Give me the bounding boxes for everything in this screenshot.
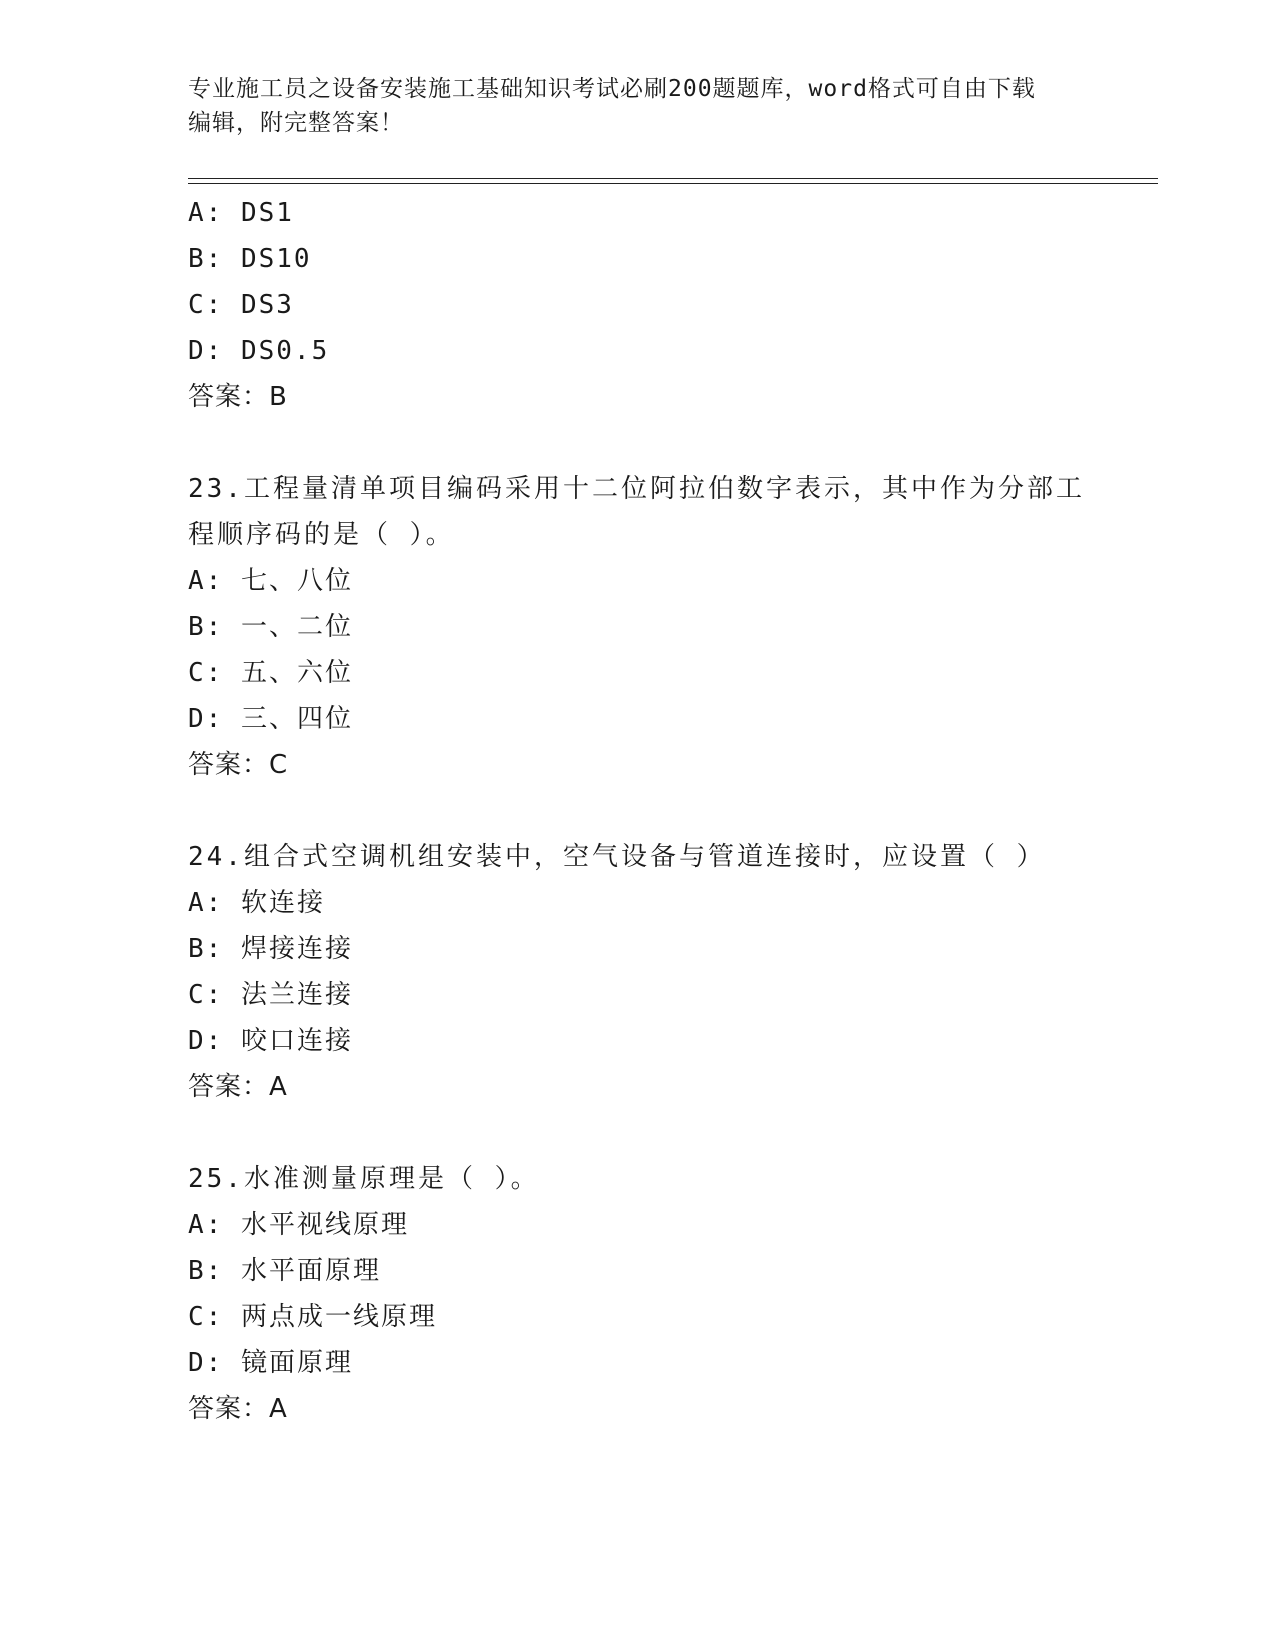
option-b: B: 焊接连接 [188, 934, 353, 964]
option-c: C: 法兰连接 [188, 980, 353, 1010]
spacer [188, 420, 1108, 466]
option-d: D: 三、四位 [188, 704, 353, 734]
question-stem-line-1: 25.水准测量原理是（ ）。 [188, 1164, 540, 1194]
question-block-24 [188, 834, 1108, 1110]
option-d: D: DS0.5 [188, 336, 330, 366]
question-block-23 [188, 466, 1108, 788]
option-c: C: DS3 [188, 290, 294, 320]
option-b: B: 一、二位 [188, 612, 353, 642]
question-block-25 [188, 1156, 1108, 1432]
header-line-2: 编辑，附完整答案！ [188, 110, 404, 136]
question-block-22 [188, 190, 1108, 420]
option-a: A: 水平视线原理 [188, 1210, 409, 1240]
option-a: A: DS1 [188, 198, 294, 228]
option-a: A: 软连接 [188, 888, 325, 918]
header-divider-top [188, 178, 1158, 179]
document-header [188, 72, 1108, 140]
answer-line: 答案：A [188, 1394, 288, 1424]
option-d: D: 咬口连接 [188, 1026, 353, 1056]
option-d: D: 镜面原理 [188, 1348, 353, 1378]
spacer [188, 788, 1108, 834]
header-line-1: 专业施工员之设备安装施工基础知识考试必刷200题题库，word格式可自由下载 [188, 76, 1036, 102]
document-body [188, 190, 1108, 1432]
option-a: A: 七、八位 [188, 566, 353, 596]
spacer [188, 1110, 1108, 1156]
question-stem-line-2: 程顺序码的是（ ）。 [188, 520, 455, 550]
answer-line: 答案：C [188, 750, 289, 780]
question-stem-line-1: 23.工程量清单项目编码采用十二位阿拉伯数字表示，其中作为分部工 [188, 474, 1085, 504]
answer-line: 答案：A [188, 1072, 288, 1102]
answer-line: 答案：B [188, 382, 288, 412]
header-divider-bottom [188, 183, 1158, 184]
question-stem-line-1: 24.组合式空调机组安装中，空气设备与管道连接时，应设置（ ） [188, 842, 1046, 872]
option-c: C: 五、六位 [188, 658, 353, 688]
option-c: C: 两点成一线原理 [188, 1302, 437, 1332]
option-b: B: 水平面原理 [188, 1256, 381, 1286]
option-b: B: DS10 [188, 244, 312, 274]
